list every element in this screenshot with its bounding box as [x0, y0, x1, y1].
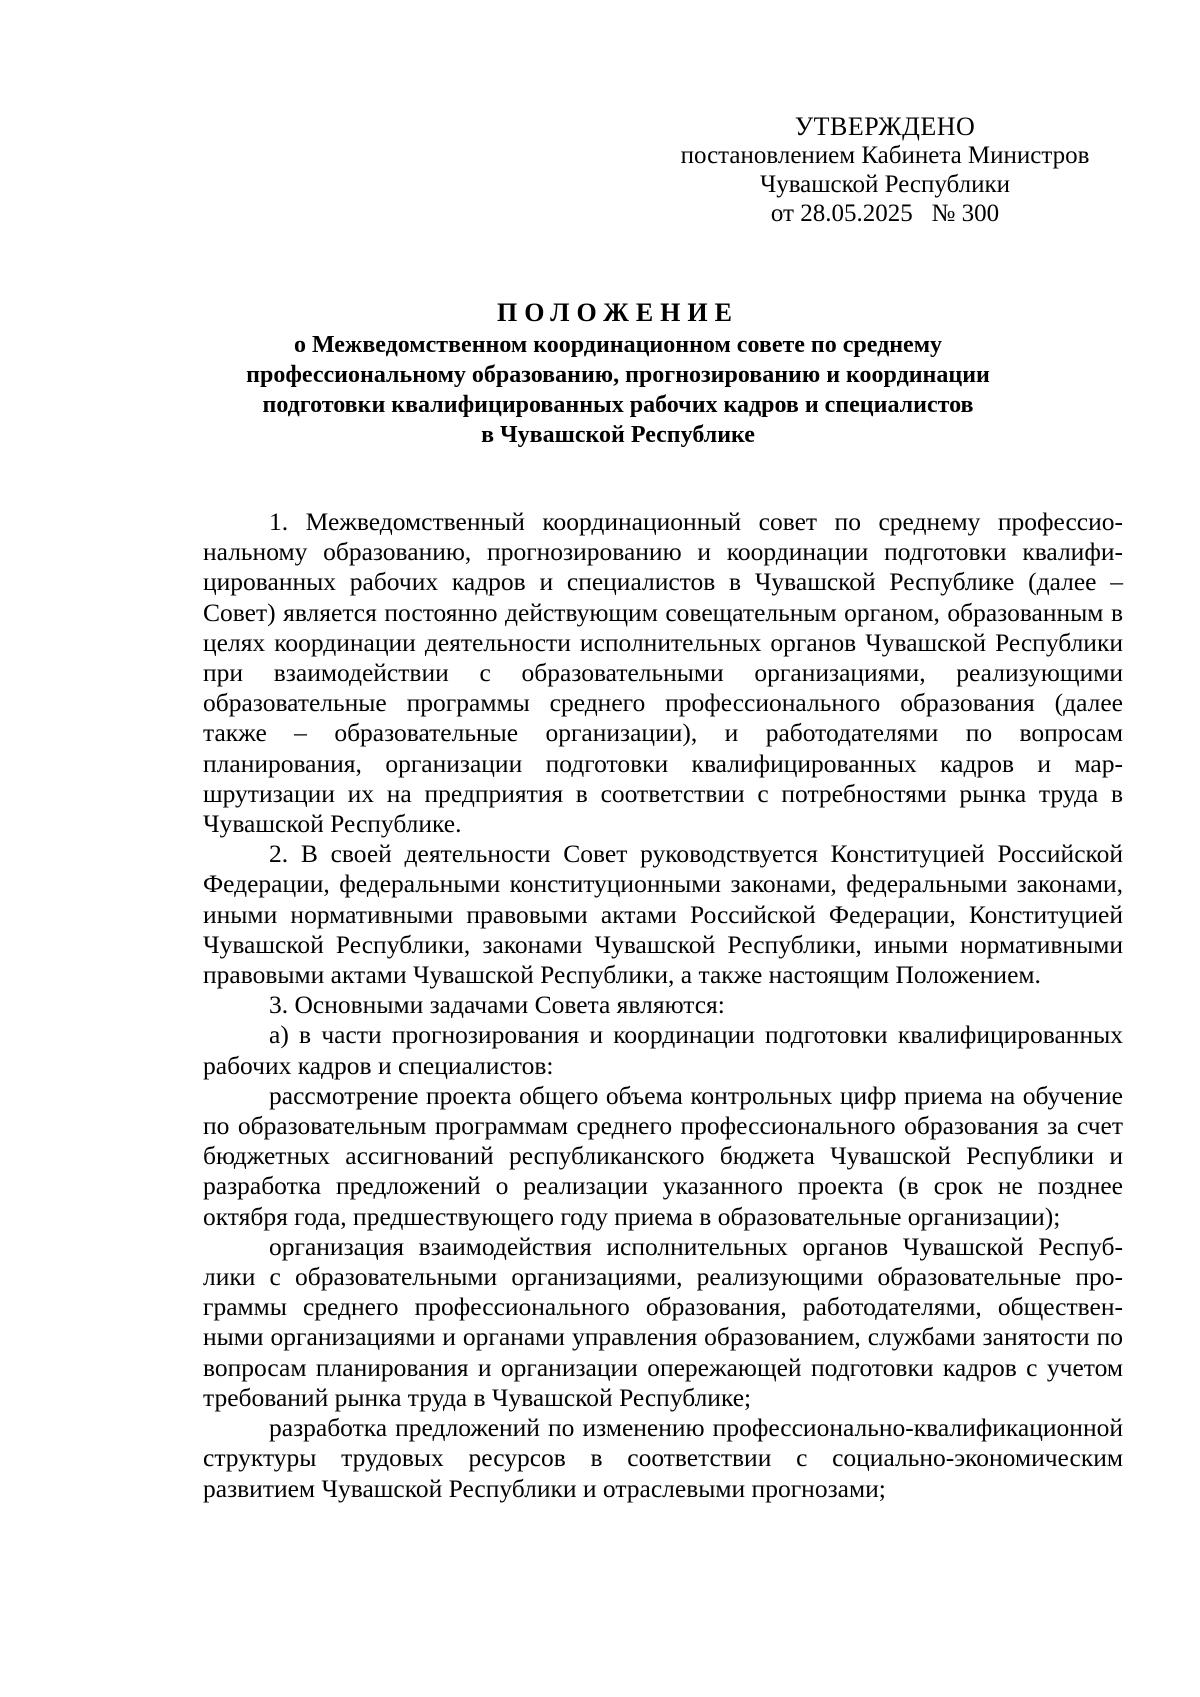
- approval-stamp: [650, 112, 1120, 228]
- subtitle-line: в Чувашской Республике: [481, 422, 755, 448]
- paragraph-3a: а) в части прогнозирования и координации подготовки квалифицированных рабочих кадров и специалистов:: [203, 1020, 1123, 1080]
- paragraph-item: рассмотрение проекта общего объема контрольных цифр приема на обучение по образовательным программам среднего профессионального образования за счет бюджетных ассигнований республиканского бюджета Чувашской Республики и разработка предложений о реализации указанного проекта (в срок не позднее октября года, предшествующего году приема в образовательные организации);: [203, 1080, 1123, 1231]
- document-subtitle: [190, 330, 1046, 450]
- subtitle-line: профессиональному образованию, прогнозированию и координации: [246, 362, 990, 388]
- document-title-block: [190, 298, 1046, 450]
- approval-date-number: от 28.05.2025 № 300: [770, 200, 1000, 227]
- document-title: ПОЛОЖЕНИЕ: [497, 298, 739, 327]
- paragraph-3: 3. Основными задачами Совета являются:: [269, 990, 725, 1020]
- paragraph-1: 1. Межведомственный координационный совет по среднему профессиональному образованию, прогнозированию и координации подготовки квалифицированных рабочих кадров и специалистов в Чувашской Республике (далее – Совет) является постоянно действующим совещательным органом, образованным в целях координации деятельности исполнительных органов Чувашской Республики при взаимодействии с образовательными организациями, реализующими образовательные программы среднего профессионального образования (далее также – образовательные организации), и работодателями по вопросам планирования, организации подготовки квалифицированных кадров и маршрутизации их на предприятия в соответствии с потребностями рынка труда в Чувашской Республике.: [203, 507, 1123, 839]
- paragraph-2: 2. В своей деятельности Совет руководствуется Конституцией Российской Федерации, федеральными конституционными законами, федеральными законами, иными нормативными правовыми актами Российской Федерации, Конституцией Чувашской Республики, законами Чувашской Республики, иными нормативными правовыми актами Чувашской Республики, а также настоящим Положением.: [203, 839, 1123, 990]
- subtitle-line: о Межведомственном координационном совете по среднему: [293, 332, 943, 358]
- subtitle-line: подготовки квалифицированных рабочих кадров и специалистов: [262, 392, 974, 418]
- approval-republic-line: Чувашской Республики: [759, 171, 1011, 198]
- approval-heading: УТВЕРЖДЕНО: [794, 112, 976, 141]
- approval-resolution-line: постановлением Кабинета Министров: [680, 142, 1090, 169]
- paragraph-item: разработка предложений по изменению профессионально-квалификационной структуры трудовых ресурсов в соответствии с социально-экономическим развитием Чувашской Республики и отраслевыми прогнозами;: [203, 1413, 1123, 1503]
- document-body: [203, 507, 1123, 1504]
- paragraph-item: организация взаимодействия исполнительных органов Чувашской Республики с образовательными организациями, реализующими образовательные программы среднего профессионального образования, работодателями, общественными организациями и органами управления образованием, службами занятости по вопросам планирования и организации опережающей подготовки кадров с учетом требований рынка труда в Чувашской Республике;: [203, 1231, 1123, 1412]
